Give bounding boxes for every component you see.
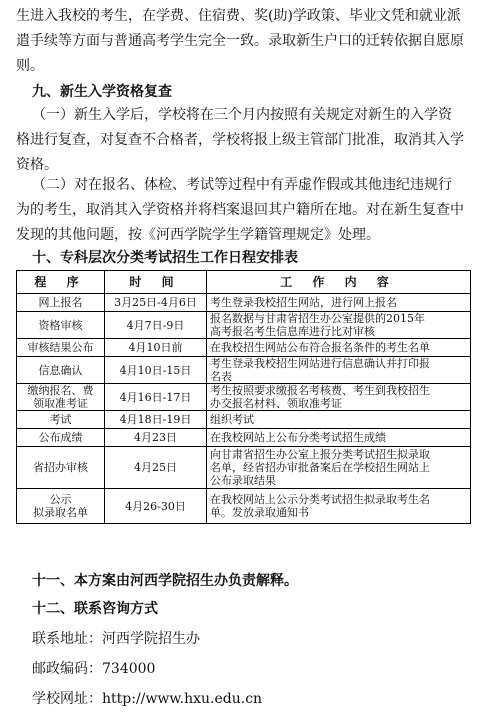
- cell-content: [207, 312, 471, 339]
- cell-line: 考生按照要求缴报名考核费、考生到我校招生: [210, 384, 430, 397]
- cell-line: 名单，经省招办审批备案后在学校招生网站上: [210, 461, 430, 474]
- cell-line: 向甘肃省招生办公室上报分类考试招生拟录取: [210, 448, 430, 461]
- cell-step: [17, 384, 105, 411]
- cell-content: [207, 429, 471, 447]
- cell-line: 在我校网站上公布分类考试招生成绩: [210, 431, 386, 444]
- header-step: 程 序: [17, 271, 105, 294]
- cell-line: 网上报名: [38, 296, 83, 309]
- cell-content: [207, 489, 471, 524]
- text-line: 格进行复查，对复查不合格者，学校将报上级主管部门批准，取消其入学: [16, 132, 464, 148]
- cell-line: 组织考试: [210, 413, 254, 426]
- cell-line: 办交报名材料、领取准考证: [210, 397, 342, 410]
- cell-time: 4月18日-19日: [105, 411, 207, 429]
- table-row: [17, 384, 471, 411]
- cell-line: 公示: [49, 493, 72, 506]
- section-10-heading: 十、专科层次分类考试招生工作日程安排表: [32, 250, 298, 266]
- intro-paragraph: [16, 4, 471, 79]
- cell-line: 公布录取结果: [210, 474, 276, 487]
- contact-postcode: 邮政编码：734000: [32, 661, 156, 677]
- cell-content: [207, 411, 471, 429]
- cell-time: 4月16日-17日: [105, 384, 207, 411]
- cell-content: [207, 447, 471, 489]
- table-row: [17, 357, 471, 384]
- section-9-heading: 九、新生入学资格复查: [32, 84, 172, 100]
- table-row: [17, 429, 471, 447]
- section-11-heading: 十一、本方案由河西学院招生办负责解释。: [32, 573, 298, 589]
- cell-line: 考生登录我校招生网站进行信息确认并打印报: [210, 357, 430, 370]
- cell-line: 报名数据与甘肃省招生办公室提供的2015年: [210, 312, 425, 325]
- table-row: [17, 489, 471, 524]
- cell-line: 单。发放录取通知书: [210, 506, 309, 519]
- table-row: [17, 312, 471, 339]
- contact-website: 学校网址：http://www.hxu.edu.cn: [32, 691, 263, 707]
- cell-content: [207, 339, 471, 357]
- cell-line: 公布成绩: [38, 431, 83, 444]
- cell-line: 考试: [49, 413, 72, 426]
- cell-time: 4月10日前: [105, 339, 207, 357]
- cell-line: 资格审核: [38, 318, 83, 332]
- table-row: [17, 294, 471, 312]
- section-9-paragraph-2: [16, 173, 471, 248]
- text-line: 生进入我校的考生，在学费、住宿费、奖(助)学政策、毕业文凭和就业派: [16, 8, 461, 24]
- cell-line: 领取准考证: [33, 397, 88, 410]
- text-line: 遣手续等方面与普通高考学生完全一致。录取新生户口的迁转依据自愿原: [16, 33, 464, 49]
- text-line: （二）对在报名、体检、考试等过程中有弄虚作假或其他违纪违规行: [32, 177, 452, 193]
- cell-line: 在我校招生网站公布符合报名条件的考生名单: [210, 341, 430, 354]
- cell-line: 名表: [210, 370, 232, 383]
- cell-step: [17, 429, 105, 447]
- cell-step: [17, 411, 105, 429]
- cell-time: 3月25日-4月6日: [105, 294, 207, 312]
- header-time: 时 间: [105, 271, 207, 294]
- cell-line: 审核结果公布: [27, 341, 94, 354]
- cell-time: 4月25日: [105, 447, 207, 489]
- table-header-row: [17, 271, 471, 294]
- cell-content: [207, 357, 471, 384]
- cell-step: [17, 489, 105, 524]
- contact-address: 联系地址：河西学院招生办: [32, 631, 200, 647]
- section-12-heading: 十二、联系咨询方式: [32, 601, 158, 617]
- cell-line: 缴纳报名、费: [27, 384, 94, 397]
- cell-time: 4月23日: [105, 429, 207, 447]
- table-row: [17, 411, 471, 429]
- cell-step: [17, 312, 105, 339]
- cell-line: 信息确认: [38, 363, 83, 377]
- cell-step: [17, 447, 105, 489]
- cell-line: 高考报名考生信息库进行比对审核: [210, 325, 375, 338]
- cell-content: [207, 384, 471, 411]
- table-row: [17, 339, 471, 357]
- cell-step: [17, 357, 105, 384]
- cell-line: 考生登录我校招生网站，进行网上报名: [210, 296, 397, 309]
- cell-time: 4月26-30日: [105, 489, 207, 524]
- text-line: 为的考生，取消其入学资格并将档案退回其户籍所在地。对在新生复查中: [16, 202, 464, 218]
- cell-line: 省招办审核: [33, 461, 88, 474]
- text-line: 发现的其他问题，按《河西学院学生学籍管理规定》处理。: [16, 227, 380, 243]
- cell-time: 4月7日-9日: [105, 312, 207, 339]
- cell-step: [17, 294, 105, 312]
- cell-time: 4月10日-15日: [105, 357, 207, 384]
- schedule-table: [16, 270, 471, 524]
- table-row: [17, 447, 471, 489]
- cell-step: [17, 339, 105, 357]
- header-content: 工 作 内 容: [207, 271, 471, 294]
- section-9-paragraph-1: [16, 103, 471, 178]
- cell-line: 拟录取名单: [33, 506, 88, 519]
- text-line: （一）新生入学后，学校将在三个月内按照有关规定对新生的入学资: [32, 107, 452, 123]
- cell-line: 在我校网站上公示分类考试招生拟录取考生名: [210, 493, 430, 506]
- text-line: 资格。: [16, 157, 58, 173]
- text-line: 则。: [16, 58, 44, 74]
- cell-content: [207, 294, 471, 312]
